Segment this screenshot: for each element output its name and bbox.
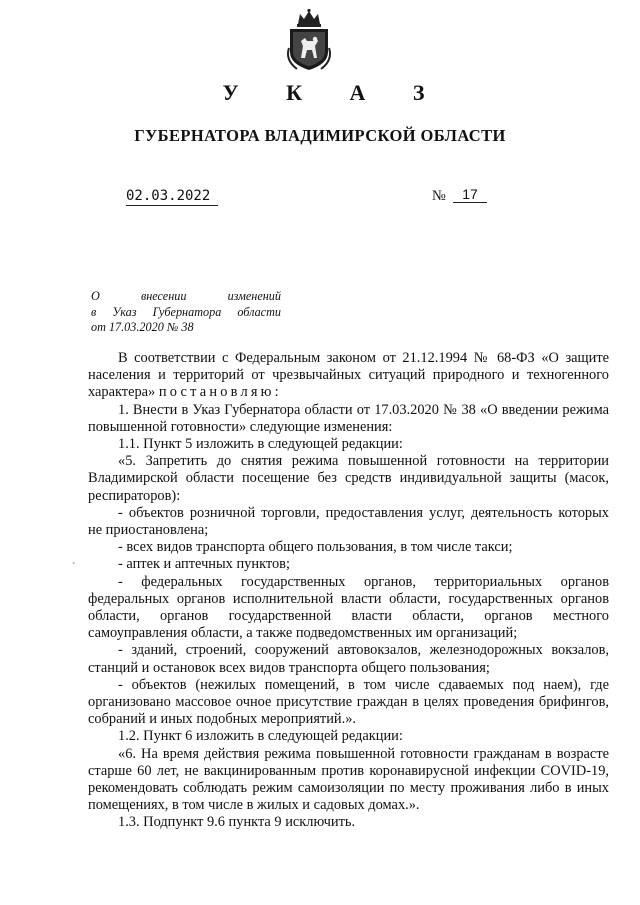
stray-mark: `	[72, 562, 76, 573]
paragraph: - аптек и аптечных пунктов;	[118, 556, 290, 573]
subject-line: от 17.03.2020 № 38	[91, 320, 194, 334]
decree-body	[88, 350, 609, 832]
decree-subject	[91, 289, 281, 336]
paragraph: - федеральных государственных органов, территориальных органов федеральных органов исполнительной власти области, государственных органов области, органов государственной власти области, органов местного самоуправления области, а также подведомственных им организаций;	[88, 573, 609, 642]
paragraph: - объектов розничной торговли, предоставления услуг, деятельность которых не приостановлена;	[88, 504, 609, 539]
document-type-title: У К А З	[222, 80, 446, 105]
paragraph: 1.3. Подпункт 9.6 пункта 9 исключить.	[118, 814, 356, 831]
paragraph: 1.2. Пункт 6 изложить в следующей редакции:	[118, 728, 403, 745]
document-date: 02.03.2022	[126, 188, 218, 206]
coat-of-arms-icon	[284, 8, 334, 72]
subject-line: О внесении изменений	[91, 289, 281, 303]
decree-verb: постановляю:	[158, 384, 282, 401]
paragraph: 1.1. Пункт 5 изложить в следующей редакции:	[118, 436, 403, 453]
number-label: №	[432, 188, 446, 204]
subject-line: в Указ Губернатора области	[91, 304, 281, 319]
document-number: 17	[453, 186, 487, 203]
paragraph	[88, 350, 609, 402]
paragraph: «5. Запретить до снятия режима повышенной готовности на территории Владимирской области посещение без средств индивидуальной защиты (масок, респираторов):	[88, 453, 609, 504]
issuer-title: ГУБЕРНАТОРА ВЛАДИМИРСКОЙ ОБЛАСТИ	[134, 126, 506, 145]
paragraph: - объектов (нежилых помещений, в том числе сдаваемых под наем), где организовано массовое очное присутствие граждан в целях проведения брифингов, собраний и иных подобных мероприятий.».	[88, 676, 609, 728]
paragraph: «6. На время действия режима повышенной готовности гражданам в возрасте старше 60 лет, не вакцинированным против коронавирусной инфекции COVID-19, рекомендовать соблюдать режим самоизоляции по месту проживания либо в иных помещениях, в том числе в жилых и садовых домах.».	[88, 745, 609, 814]
paragraph-text: В соответствии с Федеральным законом от 21.12.1994 № 68-ФЗ «О защите населения и территорий от чрезвычайных ситуаций природного и техногенного характера»	[88, 350, 609, 401]
paragraph: - всех видов транспорта общего пользования, в том числе такси;	[118, 539, 513, 556]
paragraph: - зданий, строений, сооружений автовокзалов, железнодорожных вокзалов, станций и остановок всех видов транспорта общего пользования;	[88, 642, 609, 676]
paragraph: 1. Внести в Указ Губернатора области от 17.03.2020 № 38 «О введении режима повышенной готовности» следующие изменения:	[88, 401, 609, 435]
